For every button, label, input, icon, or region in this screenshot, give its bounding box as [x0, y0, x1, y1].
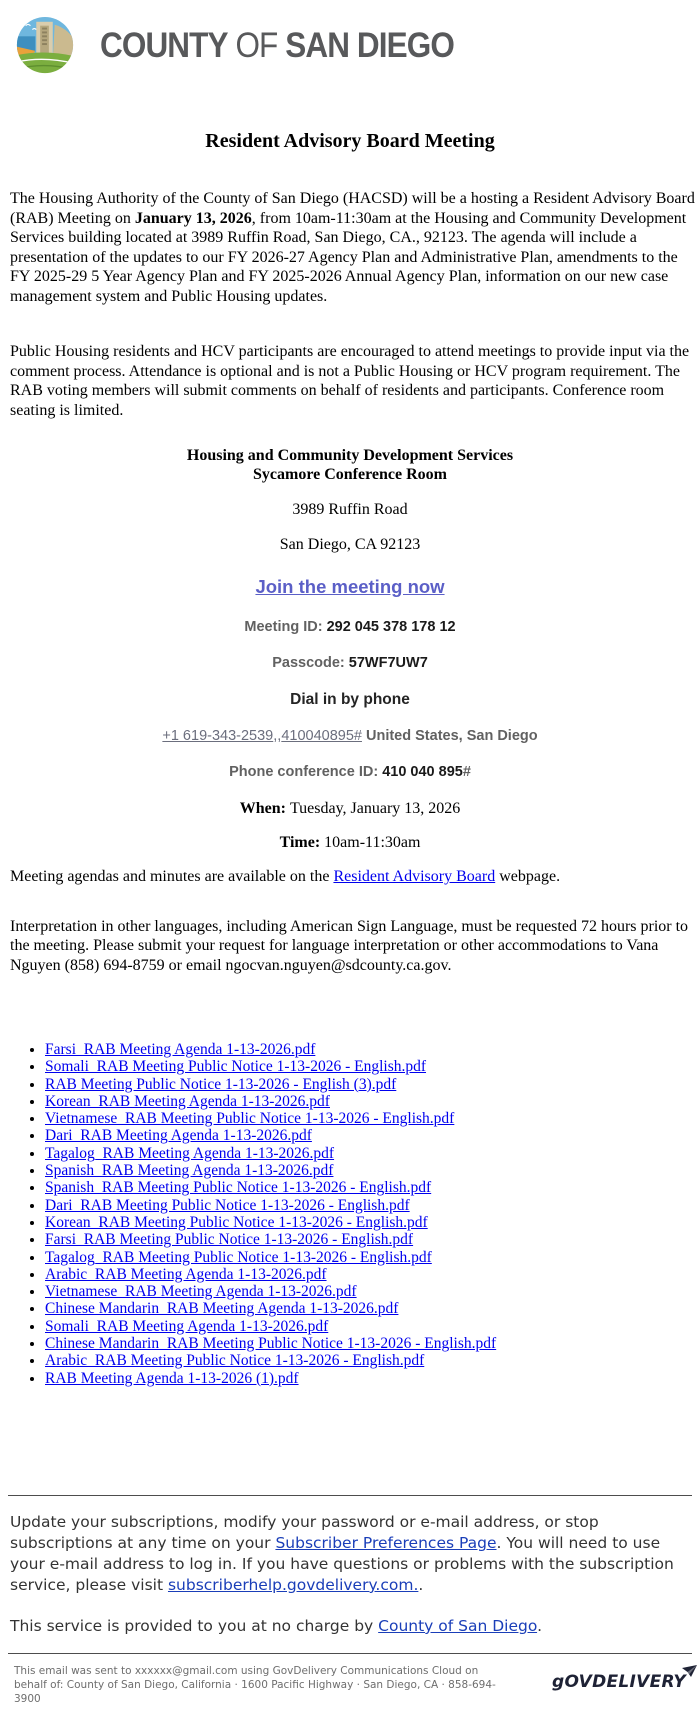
- attachment-link[interactable]: Tagalog_RAB Meeting Agenda 1-13-2026.pdf: [45, 1144, 335, 1162]
- agendas-text: Meeting agendas and minutes are available on the: [10, 868, 334, 885]
- meeting-id-line: [0, 618, 700, 637]
- attachment-link[interactable]: Chinese Mandarin_RAB Meeting Public Notice 1-13-2026 - English.pdf: [45, 1335, 497, 1353]
- subscription-text-after: .: [418, 1575, 424, 1594]
- list-item: [45, 1231, 700, 1248]
- attachment-link[interactable]: Arabic_RAB Meeting Public Notice 1-13-2026 - English.pdf: [45, 1352, 425, 1370]
- interpretation-paragraph: Interpretation in other languages, including American Sign Language, must be requested 72 hours prior to the meeting. Please submit your request for language interpretation or other accommodations to Vana Nguyen (858) 694-8759 or email ngocvan.nguyen@sdcounty.ca.gov.: [10, 917, 689, 974]
- agendas-text-after: webpage.: [495, 868, 561, 885]
- when-line: [0, 799, 700, 818]
- phone-region: United States, San Diego: [361, 728, 538, 744]
- time-value: 10am-11:30am: [324, 834, 421, 851]
- venue-room: Sycamore Conference Room: [252, 466, 448, 483]
- service-line: [0, 1616, 700, 1637]
- attachment-link[interactable]: Arabic_RAB Meeting Agenda 1-13-2026.pdf: [45, 1265, 327, 1283]
- agendas-note: [0, 867, 700, 887]
- conf-id-hash: #: [462, 764, 471, 780]
- list-item: [45, 1283, 700, 1300]
- intro-text-continued: , from 10am-11:30am at the Housing and Community Development Services building located at 3989 Ruffin Road, San Diego, CA., 92123. The agenda will include a presentation of the updates to our FY 2026-27 Agency Plan and Administrative Plan, amendments to the FY 2025-29 5 Year Agency Plan and FY 2025-2026 Annual Agency Plan, information on our new case management system and Public Housing updates.: [10, 209, 687, 305]
- subscriber-help-link[interactable]: subscriberhelp.govdelivery.com.: [167, 1575, 419, 1594]
- list-item: [45, 1127, 700, 1144]
- subscription-text: Update your subscriptions, modify your password or e-mail address, or stop subscriptions at any time on your: [10, 1512, 599, 1552]
- phone-pause: ,,: [273, 728, 282, 744]
- list-item: [45, 1041, 700, 1058]
- list-item: [45, 1335, 700, 1352]
- govdelivery-wordmark: gOVDELIVERY: [552, 1671, 686, 1692]
- passcode-value: 57WF7UW7: [348, 655, 428, 671]
- time-label: Time:: [279, 834, 325, 851]
- attachment-link[interactable]: Farsi_RAB Meeting Agenda 1-13-2026.pdf: [45, 1041, 316, 1058]
- list-item: [45, 1058, 700, 1075]
- list-item: [45, 1145, 700, 1162]
- venue-org: Housing and Community Development Services: [186, 447, 514, 464]
- footer-divider: [8, 1495, 692, 1496]
- join-line: [0, 576, 700, 598]
- fineprint-row: [0, 1664, 700, 1720]
- time-line: [0, 833, 700, 852]
- when-label: When:: [239, 800, 290, 817]
- dial-in-heading: Dial in by phone: [290, 691, 410, 708]
- meeting-id-value: 292 045 378 178 12: [326, 619, 456, 635]
- subscription-paragraph: [0, 1512, 700, 1596]
- venue-street: 3989 Ruffin Road: [292, 501, 408, 518]
- list-item: [45, 1352, 700, 1369]
- phone-conference-id-line: [0, 763, 700, 782]
- page-title: Resident Advisory Board Meeting: [205, 130, 495, 152]
- passcode-line: [0, 654, 700, 673]
- join-meeting-link[interactable]: Join the meeting now: [255, 576, 445, 597]
- attachment-link[interactable]: Vietnamese_RAB Meeting Agenda 1-13-2026.pdf: [45, 1283, 357, 1301]
- list-item: [45, 1179, 700, 1196]
- list-item: [45, 1318, 700, 1335]
- subscription-text-mid: . You will need to use your e-mail address to log in. If you have questions or problems with the subscription service, please visit: [10, 1533, 674, 1594]
- meeting-id-label: Meeting ID:: [244, 619, 327, 635]
- attachment-link[interactable]: Somali_RAB Meeting Agenda 1-13-2026.pdf: [45, 1317, 329, 1335]
- list-item: [45, 1370, 700, 1387]
- govdelivery-logo: [552, 1672, 686, 1692]
- brand-san-diego: SAN DIEGO: [285, 26, 454, 65]
- brand-wordmark: [100, 26, 454, 66]
- when-value: Tuesday, January 13, 2026: [289, 800, 461, 817]
- attachment-link[interactable]: Vietnamese_RAB Meeting Public Notice 1-13-2026 - English.pdf: [45, 1110, 455, 1128]
- conf-id-label: Phone conference ID:: [229, 764, 383, 780]
- meeting-date: January 13, 2026: [134, 209, 252, 227]
- county-of-san-diego-link[interactable]: County of San Diego: [378, 1616, 538, 1635]
- email-fineprint: This email was sent to xxxxxx@gmail.com using GovDelivery Communications Cloud on behalf of: County of San Diego, California · 1600 Pacific Highway · San Diego, CA · 858-694-3900: [14, 1664, 496, 1705]
- brand-of: OF: [227, 26, 286, 65]
- attachment-link[interactable]: Dari_RAB Meeting Public Notice 1-13-2026 - English.pdf: [45, 1196, 410, 1214]
- attachment-link[interactable]: Farsi_RAB Meeting Public Notice 1-13-2026 - English.pdf: [45, 1231, 414, 1249]
- intro-text: The Housing Authority of the County of San Diego (HACSD) will be a hosting a Resident Advisory Board (RAB) Meeting on: [10, 190, 695, 227]
- list-item: [45, 1249, 700, 1266]
- service-text: This service is provided to you at no charge by: [10, 1616, 379, 1635]
- passcode-label: Passcode:: [272, 655, 349, 671]
- attachment-link[interactable]: Somali_RAB Meeting Public Notice 1-13-2026 - English.pdf: [45, 1058, 427, 1076]
- attachment-link[interactable]: Korean_RAB Meeting Public Notice 1-13-2026 - English.pdf: [45, 1213, 428, 1231]
- list-item: [45, 1076, 700, 1093]
- list-item: [45, 1300, 700, 1317]
- phone-line: [0, 727, 700, 746]
- conf-id-value: 410 040 895: [382, 764, 463, 780]
- list-item: [45, 1266, 700, 1283]
- resident-advisory-board-link[interactable]: Resident Advisory Board: [333, 868, 496, 885]
- attachment-link[interactable]: RAB Meeting Public Notice 1-13-2026 - English (3).pdf: [45, 1075, 397, 1093]
- attachment-link[interactable]: Spanish_RAB Meeting Agenda 1-13-2026.pdf: [45, 1162, 334, 1180]
- attachment-link[interactable]: RAB Meeting Agenda 1-13-2026 (1).pdf: [45, 1369, 299, 1387]
- list-item: [45, 1110, 700, 1127]
- header: [0, 0, 700, 80]
- venue-block: [0, 446, 700, 484]
- phone-number-link[interactable]: +1 619-343-2539: [162, 728, 274, 744]
- attachment-link[interactable]: Chinese Mandarin_RAB Meeting Agenda 1-13-2026.pdf: [45, 1300, 399, 1318]
- list-item: [45, 1093, 700, 1110]
- county-san-diego-logo-icon: [14, 15, 76, 77]
- list-item: [45, 1197, 700, 1214]
- attachment-list: [0, 1041, 700, 1387]
- phone-conference-link[interactable]: 410040895#: [281, 728, 362, 744]
- subscriber-preferences-link[interactable]: Subscriber Preferences Page: [275, 1533, 497, 1552]
- govdelivery-envelope-icon: [681, 1663, 698, 1683]
- service-text-after: .: [537, 1616, 543, 1635]
- attachment-link[interactable]: Spanish_RAB Meeting Public Notice 1-13-2026 - English.pdf: [45, 1179, 432, 1197]
- attachment-link[interactable]: Korean_RAB Meeting Agenda 1-13-2026.pdf: [45, 1092, 330, 1110]
- fineprint-divider: [8, 1653, 692, 1654]
- participation-paragraph: Public Housing residents and HCV participants are encouraged to attend meetings to provide input via the comment process. Attendance is optional and is not a Public Housing or HCV program requirement. The RAB voting members will submit comments on behalf of residents and participants. Conference room seating is limited.: [10, 343, 690, 419]
- intro-paragraph: [0, 189, 700, 306]
- attachment-link[interactable]: Tagalog_RAB Meeting Public Notice 1-13-2026 - English.pdf: [45, 1248, 432, 1266]
- brand-county: COUNTY: [100, 26, 228, 65]
- list-item: [45, 1214, 700, 1231]
- attachment-link[interactable]: Dari_RAB Meeting Agenda 1-13-2026.pdf: [45, 1127, 312, 1145]
- venue-city: San Diego, CA 92123: [279, 536, 421, 553]
- list-item: [45, 1162, 700, 1179]
